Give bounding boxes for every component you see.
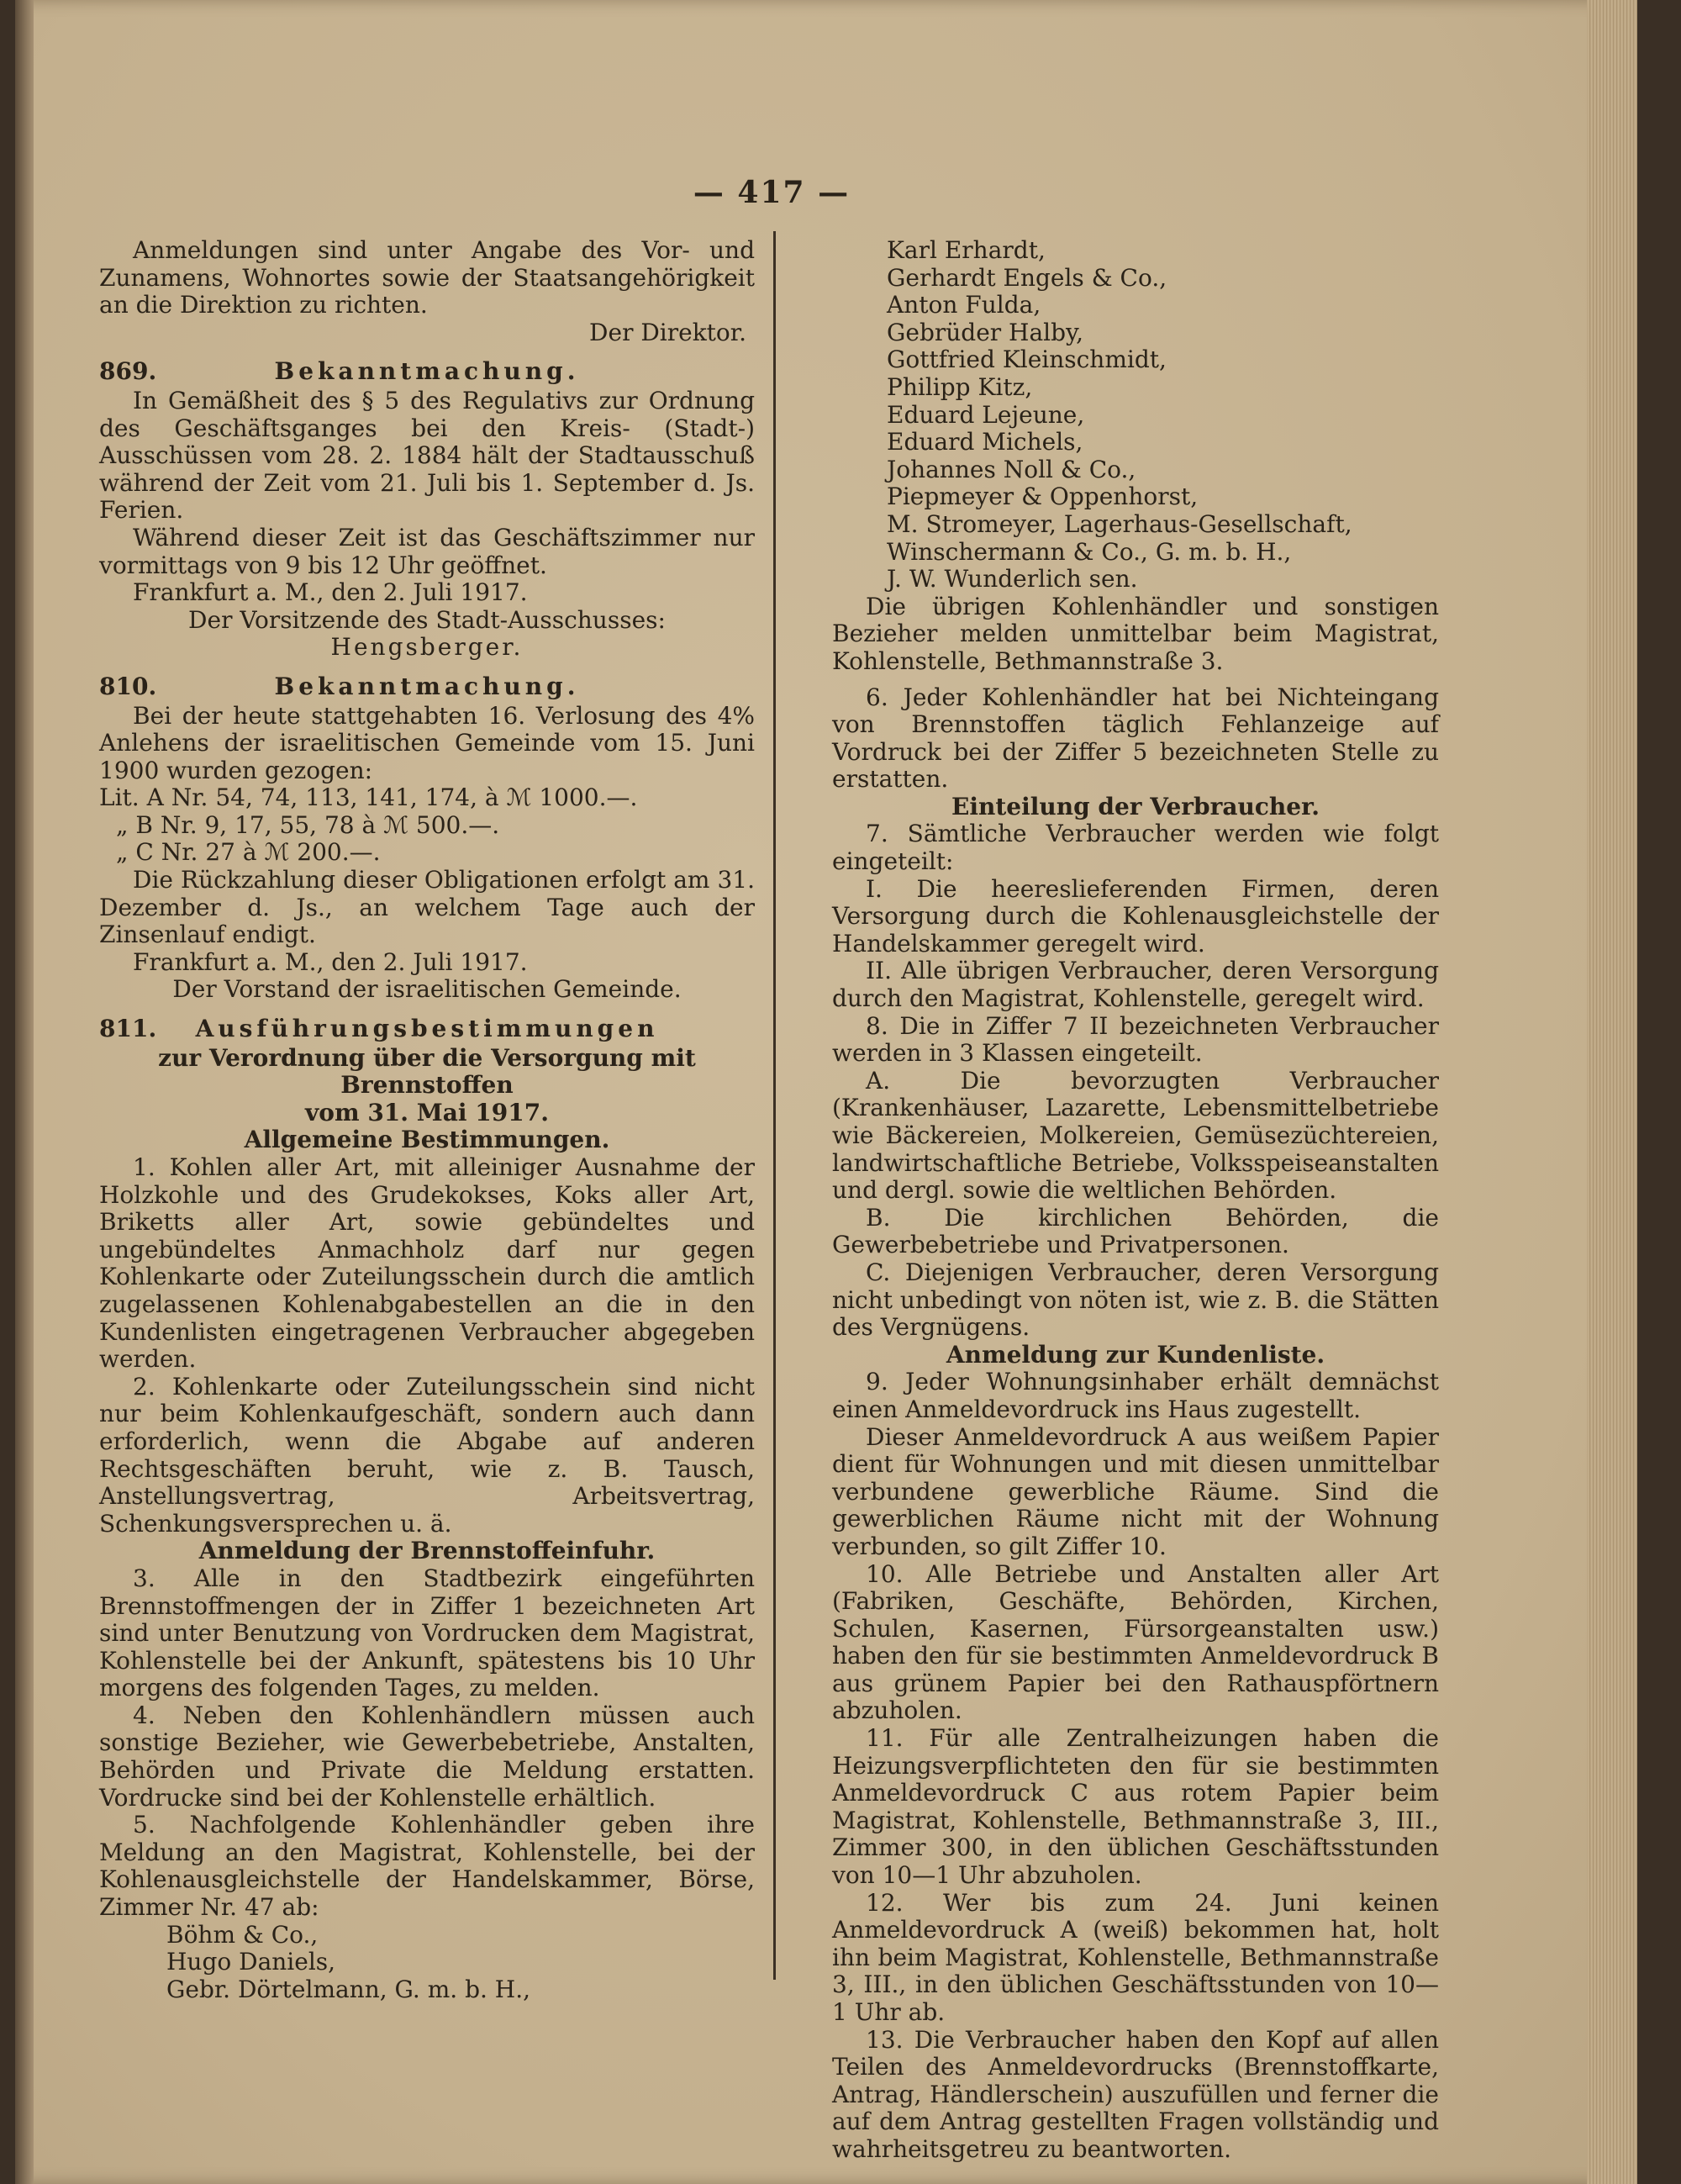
notice-811-anmeldung-heading: Anmeldung der Brennstoffeinfuhr. [198, 1537, 656, 1565]
notice-810-paragraph-1: Bei der heute stattgehabten 16. Verlosung des 4% Anlehens der israelitischen Gemeinde vom 15. Juni 1900 wurden gezogen: [99, 701, 755, 784]
item-9: 9. Jeder Wohnungsinhaber erhält demnächst einen Anmeldevordruck ins Haus zugestellt. [832, 1368, 1439, 1423]
item-10: 10. Alle Betriebe und Anstalten aller Art (Fabriken, Geschäfte, Behörden, Kirchen, Schulen, Kasernen, Fürsorgeanstalten usw.) haben den für sie bestimmten Anmeldevordruck B aus grünem Papier bei den Rathauspförtnern abzuholen. [832, 1559, 1439, 1725]
dealer-name: Gebrüder Halby, [887, 318, 1084, 346]
notice-811-item-5: 5. Nachfolgende Kohlenhändler geben ihre Meldung an den Magistrat, Kohlenstelle, bei der Kohlenausgleichstelle der Handelskammer, Börse, Zimmer Nr. 47 ab: [99, 1811, 755, 1922]
item-7-ii: II. Alle übrigen Verbraucher, deren Versorgung durch den Magistrat, Kohlenstelle, geregelt wird. [832, 957, 1439, 1013]
column-rule [773, 231, 776, 1980]
dealer-name: Gottfried Kleinschmidt, [887, 346, 1167, 374]
notice-811-item-1: 1. Kohlen aller Art, mit alleiniger Ausnahme der Holzkohle und des Grudekokses, Koks aller Art, Briketts aller Art, sowie gebündeltes und ungebündeltes Anmachholz darf nur gegen Kohlenkarte oder Zuteilungsschein durch die amtlich zugelassenen Kohlenabgabestellen an die in den Kundenlisten eingetragenen Verbraucher abgegeben werden. [99, 1153, 755, 1374]
notice-811-title: Ausführungsbestimmungen [195, 1015, 659, 1043]
notice-811-heading [99, 1016, 755, 1043]
notice-811-general-heading: Allgemeine Bestimmungen. [244, 1126, 610, 1154]
item-8-b: B. Die kirchlichen Behörden, die Gewerbebetriebe und Privatpersonen. [832, 1203, 1439, 1259]
item-7: 7. Sämtliche Verbraucher werden wie folgt eingeteilt: [832, 820, 1439, 876]
item-12: 12. Wer bis zum 24. Juni keinen Anmeldevordruck A (weiß) bekommen hat, holt ihn beim Magistrat, Kohlenstelle, Bethmannstraße 3, III., in den üblichen Geschäftsstunden von 10—1 Uhr ab. [832, 1888, 1439, 2026]
other-dealers-paragraph: Die übrigen Kohlenhändler und sonstigen Bezieher melden unmittelbar beim Magistrat, Kohlenstelle, Bethmannstraße 3. [832, 592, 1439, 675]
notice-869-title: Bekanntmachung. [274, 357, 580, 386]
right-column [832, 237, 1439, 2164]
notice-810-lit-c: „ C Nr. 27 à ℳ 200.—. [116, 838, 381, 867]
notice-810-heading [99, 673, 755, 701]
notice-810-paragraph-2: Die Rückzahlung dieser Obligationen erfolgt am 31. Dezember d. Js., an welchem Tage auch der Zinsenlauf endigt. [99, 866, 755, 949]
notice-811-item-3: 3. Alle in den Stadtbezirk eingeführten Brennstoffmengen der in Ziffer 1 bezeichneten Art sind unter Benutzung von Vordrucken dem Magistrat, Kohlenstelle bei der Ankunft, spätestens bis 10 Uhr morgens des folgenden Tages, zu melden. [99, 1564, 755, 1702]
item-7-i: I. Die heereslieferenden Firmen, deren Versorgung durch die Kohlenausgleichstelle der Handelskammer geregelt wird. [832, 874, 1439, 957]
notice-810-number: 810. [99, 672, 157, 700]
item-11: 11. Für alle Zentralheizungen haben die Heizungsverpflichteten den für sie bestimmten Anmeldevordruck C aus rotem Papier beim Magistrat, Kohlenstelle, Bethmannstraße 3, III., Zimmer 300, in den üblichen Geschäftsstunden von 10—1 Uhr abzuholen. [832, 1724, 1439, 1890]
notice-811-number: 811. [99, 1015, 157, 1043]
dealer-name: Anton Fulda, [887, 291, 1041, 319]
notice-811-subtitle-1: zur Verordnung über die Versorgung mit Brennstoffen [158, 1043, 696, 1100]
dealer-name: Eduard Michels, [887, 428, 1083, 456]
notice-810-lit-b: „ B Nr. 9, 17, 55, 78 à ℳ 500.—. [116, 810, 500, 839]
notice-869-place-date: Frankfurt a. M., den 2. Juli 1917. [133, 578, 528, 607]
notice-810-place-date: Frankfurt a. M., den 2. Juli 1917. [133, 947, 528, 976]
book-gutter [15, 0, 34, 2184]
item-9-b: Dieser Anmeldevordruck A aus weißem Papier dient für Wohnungen und mit diesen unmittelbar verbundene gewerbliche Räume. Sind die gewerblichen Räume nicht mit der Wohnung verbunden, so gilt Ziffer 10. [832, 1422, 1439, 1560]
kundenliste-heading: Anmeldung zur Kundenliste. [946, 1340, 1325, 1369]
notice-869-number: 869. [99, 357, 157, 386]
notice-810-title: Bekanntmachung. [274, 672, 580, 700]
dealer-name: Eduard Lejeune, [887, 400, 1085, 429]
dealer-name: J. W. Wunderlich sen. [887, 565, 1138, 593]
dealer-name: Winschermann & Co., G. m. b. H., [887, 537, 1292, 566]
item-8: 8. Die in Ziffer 7 II bezeichneten Verbraucher werden in 3 Klassen eingeteilt. [832, 1011, 1439, 1068]
notice-869-heading [99, 358, 755, 386]
notice-869-signature-name: Hengsberger. [330, 633, 524, 662]
dealer-name: Piepmeyer & Oppenhorst, [887, 483, 1199, 511]
item-8-c: C. Diejenigen Verbraucher, deren Versorgung nicht unbedingt von nöten ist, wie z. B. die Stätten des Vergnügens. [832, 1258, 1439, 1342]
notice-869-signature-role: Der Vorsitzende des Stadt-Ausschusses: [188, 605, 666, 634]
dealer-name: Gebr. Dörtelmann, G. m. b. H., [166, 1975, 531, 2003]
notice-811-item-2: 2. Kohlenkarte oder Zuteilungsschein sind nicht nur beim Kohlenkaufgeschäft, sondern auch dann erforderlich, wenn die Abgabe auf anderen Rechtsgeschäften beruht, wie z. B. Tausch, Anstellungsvertrag, Arbeitsvertrag, Schenkungsversprechen u. ä. [99, 1372, 755, 1538]
notice-810-signature: Der Vorstand der israelitischen Gemeinde. [172, 975, 682, 1004]
dealer-name: Gerhardt Engels & Co., [887, 263, 1167, 292]
page-number: — 417 — [693, 175, 851, 210]
notice-869-paragraph-2: Während dieser Zeit ist das Geschäftszimmer nur vormittags von 9 bis 12 Uhr geöffnet. [99, 523, 755, 579]
notice-810-lit-a: Lit. A Nr. 54, 74, 113, 141, 174, à ℳ 1000.—. [99, 783, 638, 812]
dealer-name: Hugo Daniels, [166, 1948, 336, 1976]
item-8-a: A. Die bevorzugten Verbraucher (Krankenhäuser, Lazarette, Lebensmittelbetriebe wie Bäckereien, Molkereien, Gemüsezüchtereien, landwirtschaftliche Betriebe, Volksspeiseanstalten und dergl. sowie die weltlichen Behörden. [832, 1066, 1439, 1205]
book-page [15, 0, 1637, 2184]
item-6: 6. Jeder Kohlenhändler hat bei Nichteingang von Brennstoffen täglich Fehlanzeige auf Vordruck bei der Ziffer 5 bezeichneten Stelle zu erstatten. [832, 683, 1439, 794]
notice-869-paragraph-1: In Gemäßheit des § 5 des Regulativs zur Ordnung des Geschäftsganges bei den Kreis- (Stadt-) Ausschüssen vom 28. 2. 1884 hält der Stadtausschuß während der Zeit vom 21. Juli bis 1. September d. Js. Ferien. [99, 386, 755, 525]
dealer-name: Johannes Noll & Co., [887, 455, 1136, 483]
intro-signature: Der Direktor. [589, 318, 746, 346]
dealer-name: Böhm & Co., [166, 1920, 319, 1949]
dealer-name: Philipp Kitz, [887, 372, 1033, 401]
notice-811-item-4: 4. Neben den Kohlenhändlern müssen auch sonstige Bezieher, wie Gewerbebetriebe, Anstalten, Behörden und Private die Meldung erstatten. Vordrucke sind bei der Kohlenstelle erhältlich. [99, 1701, 755, 1812]
notice-811-subtitle-2: vom 31. Mai 1917. [305, 1098, 549, 1126]
item-13: 13. Die Verbraucher haben den Kopf auf allen Teilen des Anmeldevordrucks (Brennstoffkarte, Antrag, Händlerschein) auszufüllen und ferner die auf dem Antrag gestellten Fragen vollständig und wahrheitsgetreu zu beantworten. [832, 2025, 1439, 2163]
page-edges [1587, 0, 1637, 2184]
intro-text: Anmeldungen sind unter Angabe des Vor- und Zunamens, Wohnortes sowie der Staatsangehörigkeit an die Direktion zu richten. [99, 236, 755, 319]
einteilung-heading: Einteilung der Verbraucher. [951, 792, 1320, 820]
dealer-name: Karl Erhardt, [887, 236, 1046, 264]
dealer-name: M. Stromeyer, Lagerhaus-Gesellschaft, [887, 509, 1352, 538]
left-column [99, 237, 755, 2003]
